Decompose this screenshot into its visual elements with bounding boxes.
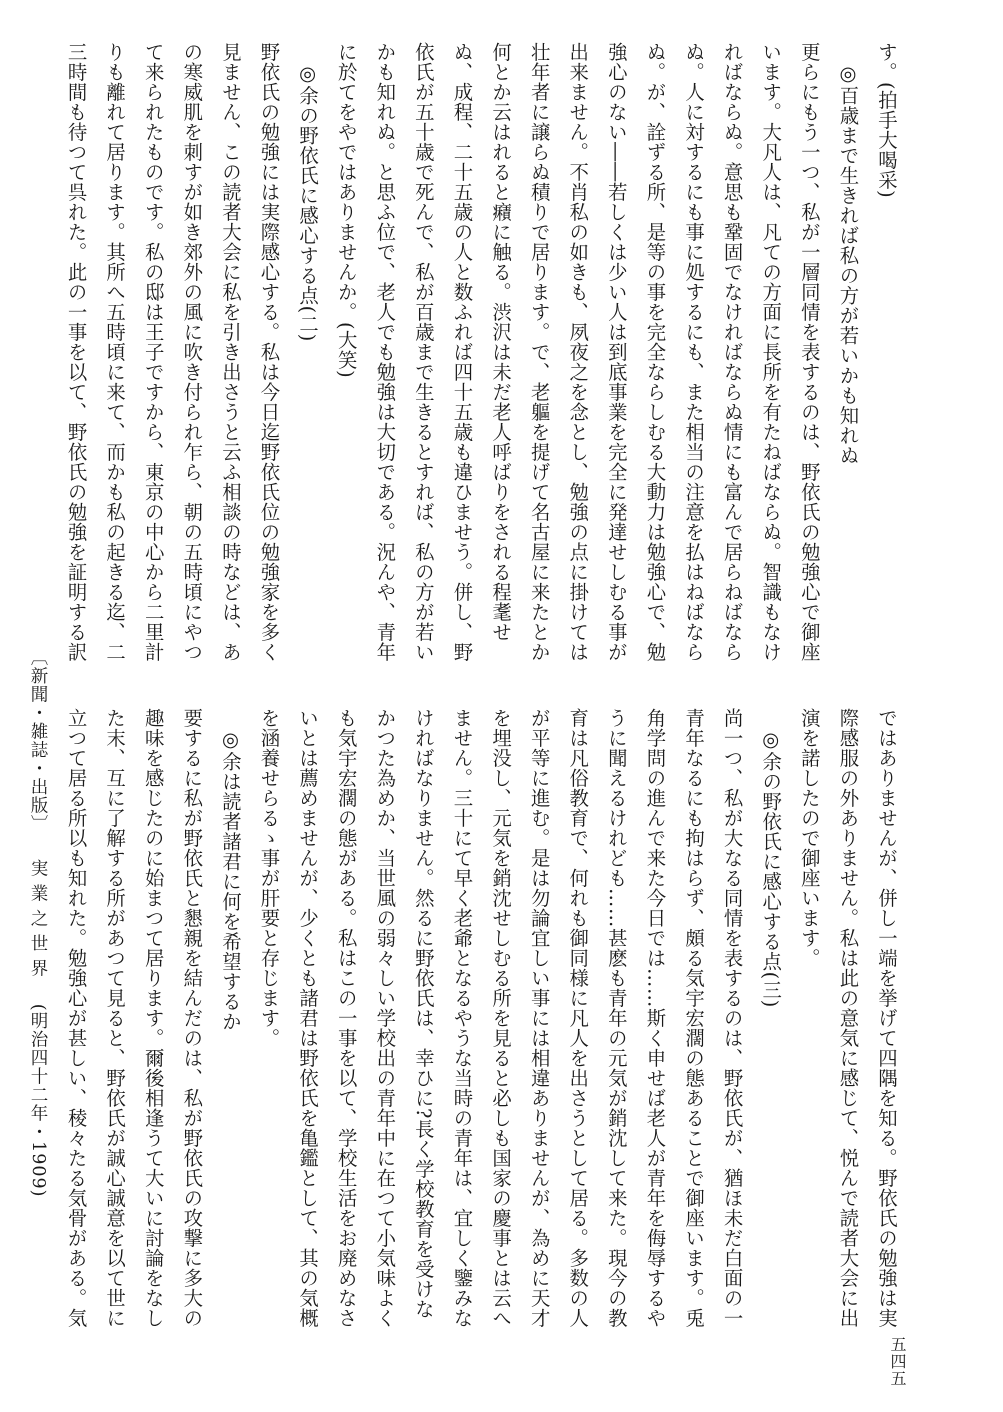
text-line: ぬ。人に対するにも事に処するにも、また相当の注意を払はねばなら	[682, 42, 706, 662]
text-line: ◎余の野依氏に感心する点(二)	[296, 42, 320, 342]
text-line: 野依氏の勉強には実際感心する。私は今日迄野依氏位の勉強家を多く	[257, 42, 281, 662]
text-line: 何とか云はれると癪に触る。渋沢は未だ老人呼ばりをされる程耄せ	[489, 42, 513, 642]
text-line: ◎余の野依氏に感心する点(三)	[759, 708, 783, 1008]
text-line: 角学問の進んで来た今日では……斯く申せば老人が青年を侮辱するや	[643, 708, 667, 1328]
text-line: 見ません、この読者大会に私を引き出さうと云ふ相談の時などは、あ	[218, 42, 242, 662]
text-line: 演を諾したので御座います。	[797, 708, 821, 968]
upper-text-block	[64, 42, 905, 662]
text-line: ければなりません。然るに野依氏は、幸ひに?長く学校教育を受けな	[411, 708, 435, 1319]
text-line: 趣味を感じたのに始まつて居ります。爾後相逢うて大いに討論をなし	[141, 708, 165, 1328]
text-line: 依氏が五十歳で死んで、私が百歳まで生きるとすれば、私の方が若い	[411, 42, 435, 662]
text-line: に於てをやではありませんか。(大笑)	[334, 42, 358, 379]
text-line: 際感服の外ありません。私は此の意気に感じて、悦んで読者大会に出	[836, 708, 860, 1328]
text-line: ません。三十にて早く老爺となるやうな当時の青年は、宜しく鑒みな	[450, 708, 474, 1328]
footer-publication: 実 業 之 世 界	[28, 859, 48, 978]
text-line: ではありませんが、併し一端を挙げて四隅を知る。野依氏の勉強は実	[875, 708, 898, 1328]
text-line: います。大凡人は、凡ての方面に長所を有たねばならぬ。智識もなけ	[759, 42, 783, 662]
text-line: の寒威肌を刺すが如き郊外の風に吹き付られ乍ら、朝の五時頃にやつ	[180, 42, 204, 662]
text-line: ◎百歳まで生きれば私の方が若いかも知れぬ	[836, 42, 860, 466]
text-line: うに聞えるけれども……甚麽も青年の元気が銷沈して来た。現今の教	[604, 708, 628, 1328]
text-line: も気宇宏濶の態がある。私はこの一事を以て、学校生活をお廃めなさ	[334, 708, 358, 1328]
text-line: 育は凡俗教育で、何れも御同様に凡人を出さうとして居る。多数の人	[566, 708, 590, 1328]
text-line: が平等に進む。是は勿論宜しい事には相違ありませんが、為めに天才	[527, 708, 551, 1328]
running-footer	[26, 648, 51, 1197]
text-line: を埋没し、元気を銷沈せしむる所を見ると必しも国家の慶事とは云へ	[489, 708, 513, 1328]
text-line: た末、互に了解する所があつて見ると、野依氏が誠心誠意を以て世に	[103, 708, 127, 1328]
footer-category: 〔新聞・雑誌・出版〕	[28, 648, 48, 833]
text-line: かも知れぬ。と思ふ位で、老人でも勉強は大切である。況んや、青年	[373, 42, 397, 662]
text-line: 壮年者に譲らぬ積りで居ります。で、老軀を提げて名古屋に来たとか	[527, 42, 551, 662]
text-line: ◎余は読者諸君に何を希望するか	[218, 708, 242, 1032]
text-line: を涵養せらるゝ事が肝要と存じます。	[257, 708, 281, 1048]
text-line: ぬ、成程、二十五歳の人と数ふれば四十五歳も違ひませう。併し、野	[450, 42, 474, 662]
text-line: 青年なるにも拘はらず、頗る気宇宏濶の態あることで御座います。兎	[682, 708, 706, 1328]
text-line: 立つて居る所以も知れた。勉強心が甚しい、稜々たる気骨がある。気	[64, 708, 88, 1328]
footer-date: (明治四十二年・1909)	[28, 1003, 48, 1198]
text-line: 要するに私が野依氏と懇親を結んだのは、私が野依氏の攻撃に多大の	[180, 708, 204, 1328]
text-line: ればならぬ。意思も鞏固でなければならぬ情にも富んで居らねばなら	[720, 42, 744, 662]
lower-text-block	[64, 708, 905, 1328]
text-line: 更らにもう一つ、私が一層同情を表するのは、野依氏の勉強心で御座	[797, 42, 821, 662]
text-line: 出来ません。不肖私の如きも、夙夜之を念とし、勉強の点に掛けては	[566, 42, 590, 662]
text-line: 尚一つ、私が大なる同情を表するのは、野依氏が、猶ほ未だ白面の一	[720, 708, 744, 1328]
text-line: 三時間も待つて呉れた。此の一事を以て、野依氏の勉強を証明する訳	[64, 42, 88, 662]
text-line: 強心のない――若しくは少い人は到底事業を完全に発達せしむる事が	[604, 42, 628, 662]
page-number: 五四五	[888, 1336, 907, 1387]
text-line: て来られたものです。私の邸は王子ですから、東京の中心から二里計	[141, 42, 165, 662]
text-line: りも離れて居ります。其所へ五時頃に来て、而かも私の起きる迄、二	[103, 42, 127, 662]
text-line: いとは薦めませんが、少くとも諸君は野依氏を亀鑑として、其の気概	[296, 708, 320, 1328]
text-line: かつた為めか、当世風の弱々しい学校出の青年中に在つて小気味よく	[373, 708, 397, 1328]
text-line: ぬ。が、詮ずる所、是等の事を完全ならしむる大動力は勉強心で、勉	[643, 42, 667, 662]
text-line: す。(拍手大喝采)	[875, 42, 898, 199]
